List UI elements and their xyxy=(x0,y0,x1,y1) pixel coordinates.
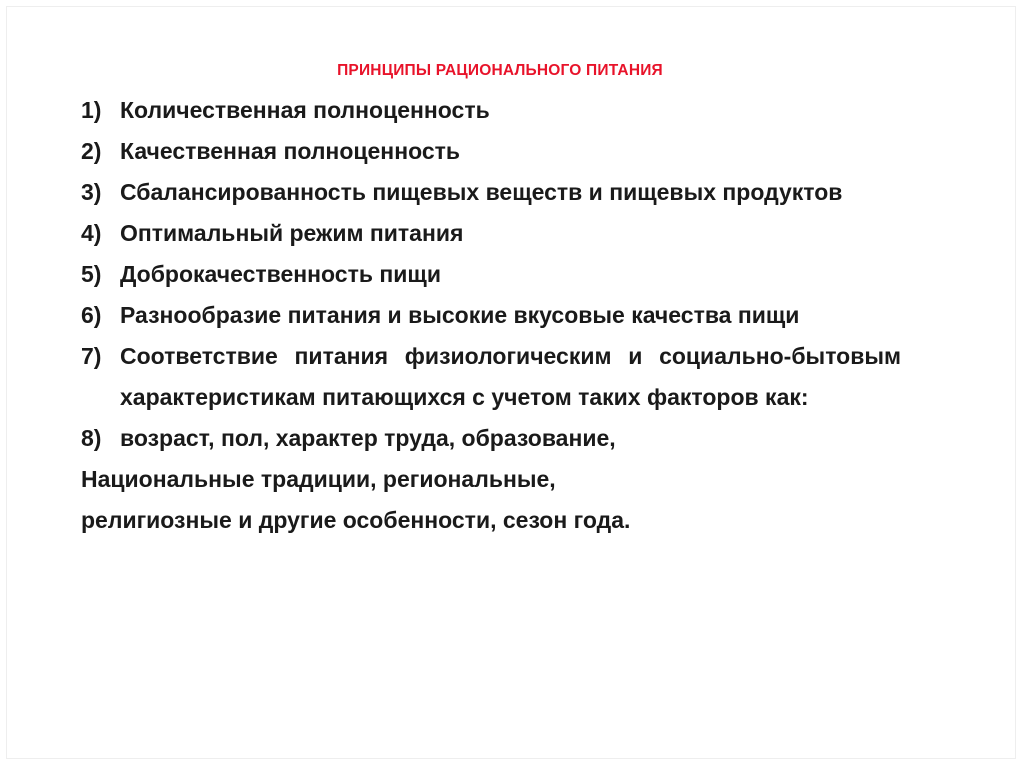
list-item-text: Разнообразие питания и высокие вкусовые качества пищи xyxy=(120,302,800,328)
list-item xyxy=(81,254,901,295)
principles-list xyxy=(81,90,901,541)
list-item-number: 3) xyxy=(81,179,102,205)
list-item-number: 4) xyxy=(81,220,102,246)
list-item-number: 7) xyxy=(81,343,102,369)
tail-line: Национальные традиции, региональные, xyxy=(81,466,556,492)
list-item-text: Соответствие питания физиологическим и социально-бытовым характеристикам питающихся с учетом таких факторов как: xyxy=(120,343,901,410)
list-item xyxy=(81,131,901,172)
list-item-text: Качественная полноценность xyxy=(120,138,461,164)
list-item-text: возраст, пол, характер труда, образование, xyxy=(120,425,616,451)
list-item-number: 5) xyxy=(81,261,102,287)
tail-line: религиозные и другие особенности, сезон года. xyxy=(81,507,631,533)
list-item-number: 8) xyxy=(81,425,102,451)
list-item xyxy=(81,172,901,213)
list-item-text: Доброкачественность пищи xyxy=(120,261,441,287)
list-item xyxy=(81,213,901,254)
list-item-text: Количественная полноценность xyxy=(120,97,490,123)
list-item xyxy=(81,418,901,459)
list-item xyxy=(81,336,901,418)
list-item xyxy=(81,90,901,131)
list-item-number: 1) xyxy=(81,97,102,123)
list-item-number: 6) xyxy=(81,302,102,328)
list-item-text: Сбалансированность пищевых веществ и пищевых продуктов xyxy=(120,179,843,205)
list-item-number: 2) xyxy=(81,138,102,164)
slide-title: ПРИНЦИПЫ РАЦИОНАЛЬНОГО ПИТАНИЯ xyxy=(337,62,663,79)
list-item xyxy=(81,295,901,336)
list-item-text: Оптимальный режим питания xyxy=(120,220,464,246)
